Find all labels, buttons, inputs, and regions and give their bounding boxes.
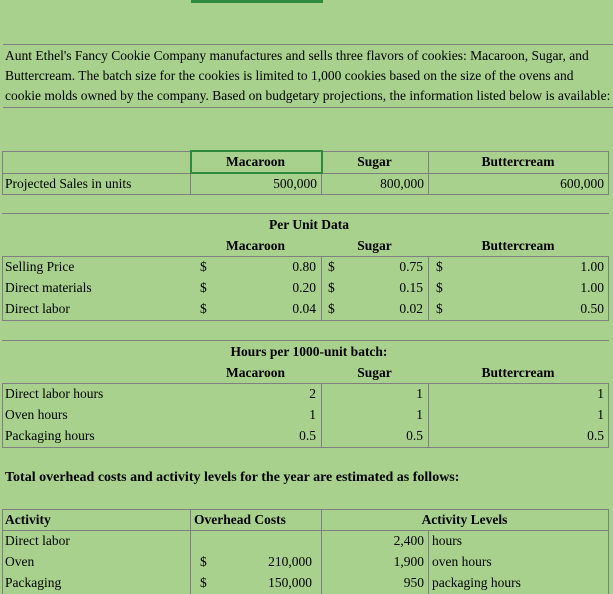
overhead-intro: Total overhead costs and activity levels for the year are estimated as follows: bbox=[5, 470, 460, 485]
currency-symbol: $ bbox=[200, 280, 207, 295]
col-activity-levels: Activity Levels bbox=[421, 512, 508, 527]
cell-value[interactable]: 0.5 bbox=[299, 428, 316, 443]
intro-paragraph: Aunt Ethel's Fancy Cookie Company manufactures and sells three flavors of cookies: Macaroon, Sugar, and Buttercream. The batch size for the cookies is limited to 1,000 cookies based on the size of the ovens and cookie molds owned by the company. Based on budgetary projections, the information listed below is available: bbox=[3, 44, 613, 108]
cell-value[interactable]: 0.15 bbox=[399, 280, 423, 295]
cell-value[interactable]: 0.80 bbox=[292, 259, 316, 274]
grid-line bbox=[2, 509, 3, 594]
col-macaroon: Macaroon bbox=[226, 238, 285, 253]
cell-value[interactable]: 1,900 bbox=[393, 554, 424, 569]
cell-value[interactable]: 800,000 bbox=[380, 176, 424, 191]
cell-value[interactable]: 1 bbox=[597, 407, 604, 422]
row-label: Oven bbox=[5, 554, 35, 569]
col-macaroon: Macaroon bbox=[226, 365, 285, 380]
cell-value[interactable]: 500,000 bbox=[273, 176, 317, 191]
grid-line bbox=[2, 383, 3, 447]
col-buttercream: Buttercream bbox=[481, 365, 555, 380]
cell-value[interactable]: 0.04 bbox=[292, 301, 316, 316]
row-label: Direct labor bbox=[5, 533, 70, 548]
grid-line bbox=[2, 320, 609, 321]
col-sugar: Sugar bbox=[357, 238, 392, 253]
cell-value[interactable]: 150,000 bbox=[268, 575, 312, 590]
cell-value[interactable]: 210,000 bbox=[268, 554, 312, 569]
currency-symbol: $ bbox=[200, 554, 207, 569]
cell-value[interactable]: 2,400 bbox=[393, 533, 424, 548]
cell-value[interactable]: 0.50 bbox=[580, 301, 604, 316]
grid-line bbox=[428, 530, 429, 594]
row-label-projected: Projected Sales in units bbox=[5, 176, 132, 191]
cell-value[interactable]: 1 bbox=[309, 407, 316, 422]
grid-line bbox=[321, 383, 322, 447]
row-label: Selling Price bbox=[5, 259, 75, 274]
unit-label: packaging hours bbox=[432, 575, 521, 590]
cell-value[interactable]: 600,000 bbox=[560, 176, 604, 191]
col-sugar: Sugar bbox=[357, 154, 392, 169]
hours-title: Hours per 1000-unit batch: bbox=[230, 344, 388, 359]
grid-line bbox=[321, 256, 322, 320]
cell-value[interactable]: 950 bbox=[403, 575, 424, 590]
currency-symbol: $ bbox=[328, 301, 335, 316]
col-buttercream: Buttercream bbox=[481, 154, 555, 169]
cell-value[interactable]: 1 bbox=[597, 386, 604, 401]
currency-symbol: $ bbox=[200, 259, 207, 274]
grid-line bbox=[2, 340, 609, 341]
grid-line bbox=[608, 256, 609, 320]
col-activity: Activity bbox=[5, 512, 51, 527]
grid-line bbox=[2, 256, 3, 320]
row-label: Oven hours bbox=[5, 407, 68, 422]
grid-line bbox=[608, 509, 609, 594]
row-label: Direct labor bbox=[5, 301, 70, 316]
grid-line bbox=[608, 383, 609, 447]
grid-line bbox=[190, 509, 191, 594]
cell-value[interactable]: 0.5 bbox=[587, 428, 604, 443]
cell-value[interactable]: 2 bbox=[309, 386, 316, 401]
currency-symbol: $ bbox=[328, 280, 335, 295]
per-unit-title: Per Unit Data bbox=[269, 217, 349, 232]
unit-label: hours bbox=[432, 533, 462, 548]
cell-value[interactable]: 0.5 bbox=[406, 428, 423, 443]
currency-symbol: $ bbox=[436, 259, 443, 274]
currency-symbol: $ bbox=[436, 280, 443, 295]
cell-value[interactable]: 1 bbox=[416, 407, 423, 422]
currency-symbol: $ bbox=[200, 575, 207, 590]
grid-line bbox=[428, 383, 429, 447]
unit-label: oven hours bbox=[432, 554, 492, 569]
cell-value[interactable]: 0.20 bbox=[292, 280, 316, 295]
cell-value[interactable]: 0.02 bbox=[399, 301, 423, 316]
cell-value[interactable]: 1.00 bbox=[580, 259, 604, 274]
cell-value[interactable]: 1 bbox=[416, 386, 423, 401]
grid-line bbox=[2, 447, 609, 448]
cell-value[interactable]: 0.75 bbox=[399, 259, 423, 274]
row-label: Packaging bbox=[5, 575, 62, 590]
currency-symbol: $ bbox=[436, 301, 443, 316]
row-label: Direct materials bbox=[5, 280, 92, 295]
grid-line bbox=[2, 530, 609, 531]
row-label: Packaging hours bbox=[5, 428, 95, 443]
grid-line bbox=[2, 213, 609, 214]
row-label: Direct labor hours bbox=[5, 386, 104, 401]
cell-value[interactable]: 1.00 bbox=[580, 280, 604, 295]
currency-symbol: $ bbox=[200, 301, 207, 316]
currency-symbol: $ bbox=[328, 259, 335, 274]
grid-line bbox=[2, 194, 609, 195]
col-overhead-costs: Overhead Costs bbox=[194, 512, 286, 527]
col-buttercream: Buttercream bbox=[481, 238, 555, 253]
col-macaroon: Macaroon bbox=[226, 154, 285, 169]
grid-line bbox=[428, 256, 429, 320]
col-sugar: Sugar bbox=[357, 365, 392, 380]
active-cell-indicator bbox=[191, 0, 323, 3]
